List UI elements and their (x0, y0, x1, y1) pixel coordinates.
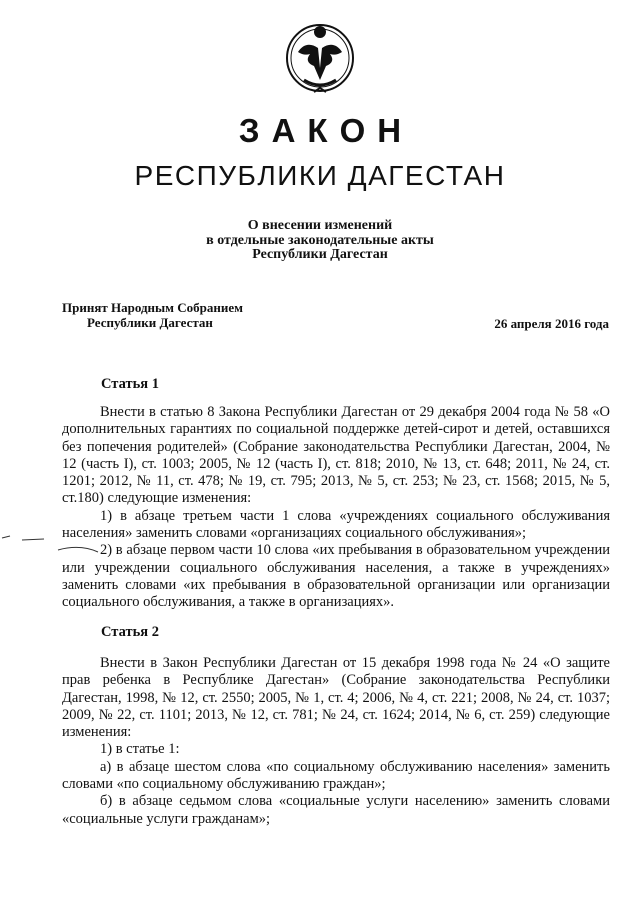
article-1-body (62, 404, 610, 612)
article-2-paragraph: а) в абзаце шестом слова «по социальному обслуживанию населения» заменить словами «по социальному обслуживанию граждан»; (62, 758, 610, 793)
article-1-paragraph: 2) в абзаце первом части 10 слова «их пребывания в образовательном учреждении или учреждении социального обслуживания населения, а также в учреждениях» заменить словами «их пребывания в образовательной организации или организации социального обслуживания, а также в организациях». (62, 542, 610, 611)
article-2-body (62, 655, 610, 828)
subject-line-1: О внесении изменений (247, 218, 393, 233)
law-title: ЗАКОН (238, 112, 414, 149)
article-1-heading: Статья 1 (101, 376, 159, 392)
adoption-line-2: Республики Дагестан (87, 315, 213, 330)
article-1-paragraph: 1) в абзаце третьем части 1 слова «учреждениях социального обслуживания населения» заменить словами «организациях социального обслуживания»; (62, 507, 610, 542)
article-2-heading: Статья 2 (101, 624, 159, 640)
article-1-paragraph: Внести в статью 8 Закона Республики Дагестан от 29 декабря 2004 года № 58 «О дополнительных гарантиях по социальной поддержке детей-сирот и детей, оставшихся без попечения родителей» (Собрание законодательства Республики Дагестан, 2004, № 12 (часть I), ст. 1003; 2005, № 12 (часть I), ст. 818; 2010, № 13, ст. 648; 2011, № 24, ст. 1201; 2012, № 11, ст. 478; № 19, ст. 795; 2013, № 5, ст. 253; № 23, ст. 1568; 2015, № 5, ст.180) следующие изменения: (62, 404, 610, 507)
adoption-line-1: Принят Народным Собранием (62, 300, 244, 315)
adoption-date: 26 апреля 2016 года (494, 316, 609, 331)
subject-line-3: Республики Дагестан (252, 247, 388, 262)
subject-line-2: в отдельные законодательные акты (206, 232, 434, 248)
law-subtitle: РЕСПУБЛИКИ ДАГЕСТАН (134, 160, 506, 191)
article-2-paragraph: 1) в статье 1: (100, 741, 180, 758)
adoption-info (62, 300, 243, 330)
article-2-paragraph: б) в абзаце седьмом слова «социальные услуги населению» заменить словами «социальные услуги гражданам»; (62, 793, 610, 827)
dagestan-coat-of-arms-emblem (284, 18, 356, 100)
law-subject (0, 219, 640, 263)
article-2-paragraph: Внести в Закон Республики Дагестан от 15 декабря 1998 года № 24 «О защите прав ребенка в Республике Дагестан» (Собрание законодательства Республики Дагестан, 1998, № 12, ст. 2550; 2005, № 1, ст. 4; 2006, № 4, ст. 221; 2008, № 24, ст. 1037; 2009, № 22, ст. 1101; 2013, № 12, ст. 781; № 24, ст. 1624; 2014, № 6, ст. 259) следующие изменения: (62, 655, 610, 741)
pen-mark (0, 520, 110, 580)
